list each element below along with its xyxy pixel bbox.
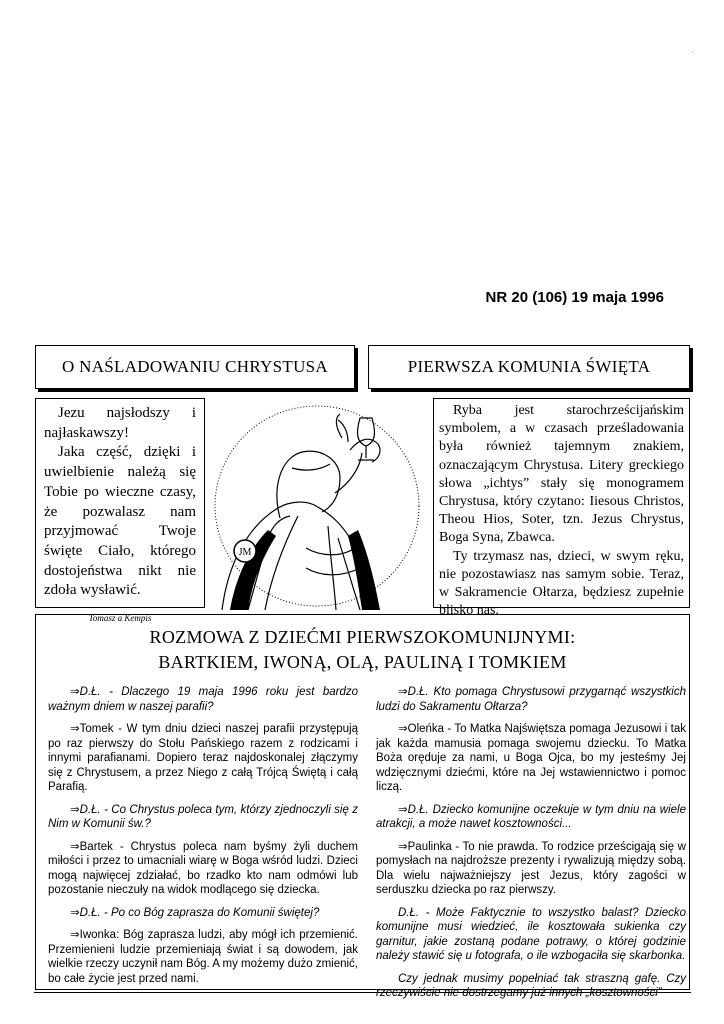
arrow-icon: ⇒ (398, 723, 408, 735)
interview-title-line: BARTKIEM, IWONĄ, OLĄ, PAULINĄ I TOMKIEM (158, 652, 567, 672)
interview-text: Czy jednak musimy popełniać tak straszną gafę. Czy rzeczywiście nie dostrzegamy już innych „kosztowności” (376, 972, 686, 999)
interview-text: D.Ł. - Po co Bóg zaprasza do Komunii świętej? (79, 906, 320, 919)
interview-question (376, 803, 686, 832)
arrow-icon: ⇒ (398, 840, 408, 853)
quote-paragraph: Jaka część, dzięki i uwielbienie należą się Tobie po wieczne czasy, że pozwalasz nam przyjmować Twoje święte Ciało, którego dostojeństwa nikt nie zdoła wysławić. (44, 444, 196, 599)
arrow-icon: ⇒ (70, 723, 80, 735)
interview-answer (376, 722, 686, 795)
arrow-icon: ⇒ (70, 686, 80, 698)
interview-text: Bartek - Chrystus poleca nam byśmy żyli duchem miłości i przez to umacniali wiarę w Boga wśród ludzi. Dzieci mogą najwięcej zdziałać, bo rzadko kto nam odmówi lub pozostanie nieczuły na widok modlącego się dziecka. (48, 840, 358, 896)
interview-answer (48, 722, 358, 795)
section-title-communion: PIERWSZA KOMUNIA ŚWIĘTA (368, 345, 690, 389)
communion-box (433, 398, 690, 619)
arrow-icon: ⇒ (70, 803, 80, 816)
issue-header: NR 20 (106) 19 maja 1996 (485, 289, 664, 306)
interview-text: Iwonka: Bóg zaprasza ludzi, aby mógł ich przemienić. Przemienieni ludzie przemieniają świat i są dowodem, jak wielkie rzeczy uczynił nam Bóg. A my możemy dużo zmienić, bo całe życie jest przed nami. (48, 929, 358, 985)
interview-title-line: ROZMOWA Z DZIEĆMI PIERWSZOKOMUNIJNYMI: (149, 627, 576, 647)
monogram-label: JM (238, 547, 252, 558)
page-mark: . (691, 44, 694, 54)
arrow-icon: ⇒ (398, 803, 408, 816)
arrow-icon: ⇒ (398, 686, 408, 698)
interview-answer (48, 840, 358, 898)
interview-text: D.Ł. Kto pomaga Chrystusowi przygarnąć wszystkich ludzi do Sakramentu Ołtarza? (376, 686, 686, 713)
interview-text: Tomek - W tym dniu dzieci naszej parafii przystępują po raz pierwszy do Stołu Pańskiego razem z rodzicami i innymi parafianami. Dopiero teraz najdoskonalej złączymy się z Chrystusem, a przez Niego z całą Trójcą Świętą i całą Parafią. (48, 723, 358, 793)
interview-box (35, 614, 690, 999)
interview-left-column (48, 685, 358, 994)
interview-answer (376, 840, 686, 898)
interview-right-column (376, 685, 686, 1009)
interview-title (36, 625, 689, 675)
interview-text: D.Ł. - Co Chrystus poleca tym, którzy zjednoczyli się z Nim w Komunii św.? (48, 803, 358, 830)
interview-question (376, 685, 686, 714)
interview-question (48, 906, 358, 921)
section-title-imitation: O NAŚLADOWANIU CHRYSTUSA (35, 345, 355, 389)
interview-question (376, 906, 686, 964)
bottom-rule (34, 992, 691, 993)
communion-paragraph: Ryba jest starochrześcijańskim symbolem, a w czasach prześladowania była również tajemnym znakiem, oznaczającym Chrystusa. Litery greckiego słowa „ichtys” stały się monogramem Chrystusa, który czytano: Iiesous Christos, Theou Hios, Soter, tzn. Jezus Chrystus, Boga Syna, Zbawca. (439, 403, 684, 546)
interview-question (48, 685, 358, 714)
arrow-icon: ⇒ (70, 906, 80, 919)
interview-text: Oleńka - To Matka Najświętsza pomaga Jezusowi i tak jak każda mamusia pomaga swojemu dziecku. To Matka Boża oręduje za nami, u Boga Ojca, bo my jesteśmy Jej wdzięcznymi dziećmi, które na Jej wstawiennictwo i pomoc liczą. (376, 723, 686, 793)
interview-question (48, 803, 358, 832)
quote-paragraph: Jezu najsłodszy i najłaskawszy! (44, 405, 196, 441)
arrow-icon: ⇒ (70, 929, 80, 941)
interview-text: D.Ł. Dziecko komunijne oczekuje w tym dniu na wiele atrakcji, a może nawet kosztowności... (376, 803, 686, 830)
interview-text: Paulinka - To nie prawda. To rodzice prześcigają się w pomysłach na najdroższe prezenty i rywalizują między sobą. Dla wielu najważniejszy jest Jezus, który zagości w serduszku dziecka po raz pierwszy. (376, 840, 686, 896)
interview-question (376, 972, 686, 1001)
communion-paragraph: Ty trzymasz nas, dzieci, w swym ręku, nie pozostawiasz nas samym sobie. Teraz, w Sakramencie Ołtarza, będziesz zupełnie blisko nas. (439, 548, 684, 619)
arrow-icon: ⇒ (70, 840, 80, 853)
interview-answer (48, 928, 358, 986)
priest-chalice-illustration (210, 398, 425, 610)
quote-author: Tomasz a Kempis (88, 613, 152, 624)
interview-text: D.Ł. - Może Faktycznie to wszystko balast? Dziecko komunijne musi wiedzieć, ile kosztowała sukienka czy garnitur, jakie zostaną podane potrawy, o której godzinie należy stawić się u fotografa, o ile wzbogaciła się skarbonka. (376, 906, 686, 962)
interview-text: D.Ł. - Dlaczego 19 maja 1996 roku jest bardzo ważnym dniem w naszej parafii? (48, 686, 358, 713)
quote-box (35, 398, 205, 624)
